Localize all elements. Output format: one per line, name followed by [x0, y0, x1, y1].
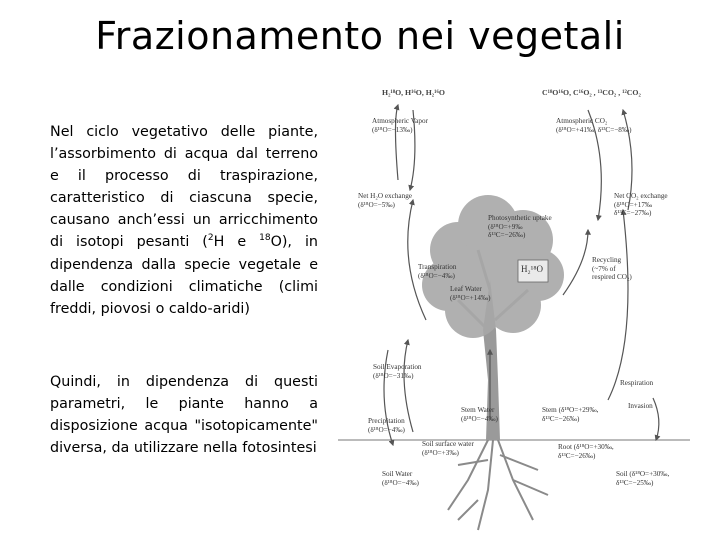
- label-root: Root (δ¹⁸O=+30‰, δ¹³C=−26‰): [558, 443, 614, 460]
- label-photosynthetic-uptake: Photosynthetic uptake (δ¹⁸O=+9‰ δ¹³C=−26‰): [488, 214, 552, 239]
- slide-title: Frazionamento nei vegetali: [95, 14, 625, 58]
- p1-text-c: O), in dipendenza dalla specie vegetale e dalle condizioni climatiche (climi freddi, piovosi o caldo-aridi): [50, 234, 318, 317]
- p1-sup-2: 2: [207, 233, 214, 244]
- p1-text-b: H e: [213, 234, 260, 251]
- label-invasion: Invasion: [628, 402, 653, 410]
- label-net-co2-exchange: Net CO₂ exchange (δ¹⁸O=+17‰ δ¹³C=−27‰): [614, 192, 668, 217]
- label-recycling: Recycling (~7% of respired CO₂): [592, 256, 632, 281]
- paragraph-2: [50, 371, 318, 459]
- paragraph-1: [50, 121, 318, 320]
- label-soil-water: Soil Water (δ¹⁸O=−4‰): [382, 470, 419, 487]
- p1-text-a: Nel ciclo vegetativo delle piante, l’assorbimento di acqua dal terreno e il processo di traspirazione, caratteristico di ciascuna specie, causano anch’essi un arricchimento di isotopi pesanti (: [50, 124, 318, 251]
- label-atmospheric-vapor: Atmospheric Vapor (δ¹⁸O=−13‰): [372, 117, 428, 134]
- label-atmospheric-co2: Atmospheric CO₂ (δ¹⁸O=+41‰, δ¹³C=−8‰): [556, 117, 632, 134]
- label-stem-water: Stem Water (δ¹⁸O=−4‰): [461, 406, 498, 423]
- label-soil: Soil (δ¹⁸O=+30‰, δ¹³C=−25‰): [616, 470, 670, 487]
- label-respiration: Respiration: [620, 379, 654, 387]
- header-water-isotopes: H₂¹⁸O, H¹⁶O, H₂¹⁶O: [382, 88, 445, 97]
- label-leaf-water: Leaf Water (δ¹⁸O=+14‰): [450, 285, 491, 302]
- label-precipitation: Precipitation (δ¹⁸O=−4‰): [368, 417, 405, 434]
- p2-text: Quindi, in dipendenza di questi parametri, le piante hanno a disposizione acqua "isotopicamente" diversa, da utilizzare nella fotosintesi: [50, 374, 318, 457]
- diagram-graphics: [338, 80, 690, 532]
- label-soil-evaporation: Soil Evaporation (δ¹⁸O=−31‰): [373, 363, 422, 380]
- label-leaf-center: H₂¹⁸O: [521, 264, 543, 274]
- label-transpiration: Transpiration (δ¹⁸O=−4‰): [418, 263, 457, 280]
- p1-sup-18: 18: [259, 233, 271, 244]
- isotope-cycle-diagram: [338, 80, 690, 532]
- header-co2-isotopes: C¹⁸O¹⁶O, C¹⁶O₂ , ¹³CO₂ , ¹²CO₂: [542, 88, 641, 97]
- label-net-h2o-exchange: Net H₂O exchange (δ¹⁸O=−5‰): [358, 192, 412, 209]
- label-soil-surface-water: Soil surface water (δ¹⁸O=+3‰): [422, 440, 474, 457]
- label-stem: Stem (δ¹⁸O=+29‰, δ¹³C=−26‰): [542, 406, 599, 423]
